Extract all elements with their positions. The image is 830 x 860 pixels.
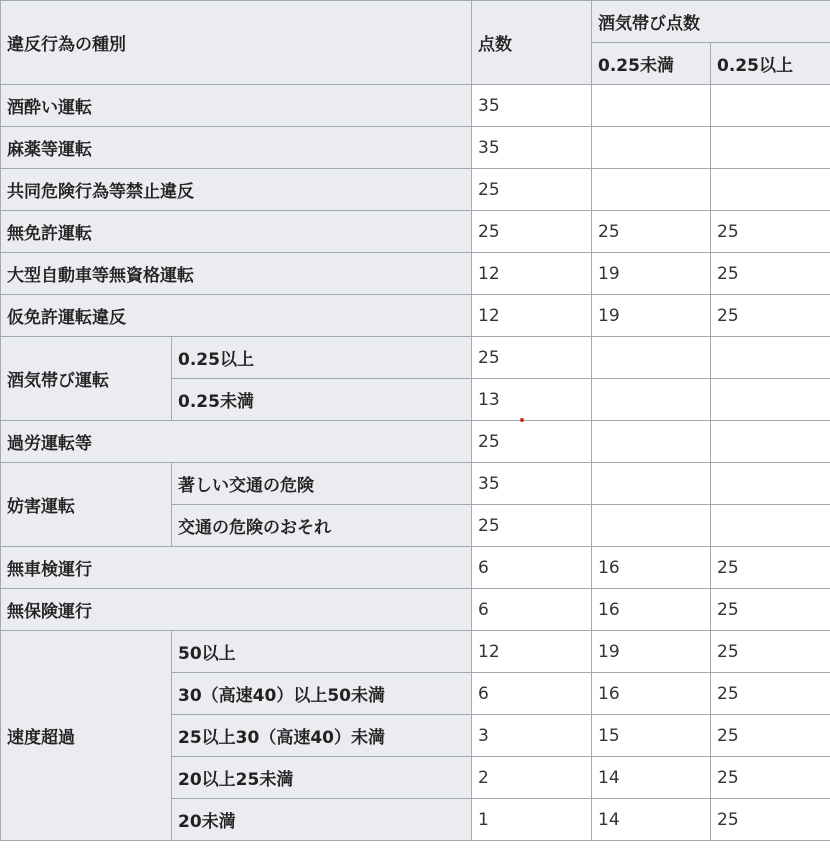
header-violation-type: 違反行為の種別 [1, 1, 472, 85]
under-cell: 16 [592, 673, 711, 715]
points-cell: 2 [472, 757, 592, 799]
table-row [1, 127, 830, 169]
table-row [1, 589, 830, 631]
under-cell [592, 505, 711, 547]
under-cell [592, 85, 711, 127]
points-cell: 12 [472, 631, 592, 673]
under-cell: 15 [592, 715, 711, 757]
under-cell [592, 169, 711, 211]
table-row [1, 421, 830, 463]
sub-label: 0.25以上 [172, 337, 472, 379]
over-cell [711, 379, 830, 421]
row-label: 共同危険行為等禁止違反 [1, 169, 472, 211]
points-cell: 6 [472, 589, 592, 631]
points-cell: 13 [472, 379, 592, 421]
sub-label: 20以上25未満 [172, 757, 472, 799]
under-cell [592, 463, 711, 505]
header-over-025: 0.25以上 [711, 43, 830, 85]
under-cell: 19 [592, 631, 711, 673]
points-cell: 25 [472, 211, 592, 253]
over-cell: 25 [711, 715, 830, 757]
points-cell: 25 [472, 421, 592, 463]
group-label: 速度超過 [1, 631, 172, 841]
row-label: 無免許運転 [1, 211, 472, 253]
table-row [1, 211, 830, 253]
points-cell: 25 [472, 337, 592, 379]
sub-label: 0.25未満 [172, 379, 472, 421]
over-cell: 25 [711, 211, 830, 253]
under-cell: 19 [592, 295, 711, 337]
row-label: 過労運転等 [1, 421, 472, 463]
group-label: 妨害運転 [1, 463, 172, 547]
points-cell: 6 [472, 673, 592, 715]
sub-label: 20未満 [172, 799, 472, 841]
over-cell [711, 463, 830, 505]
over-cell: 25 [711, 631, 830, 673]
row-label: 麻薬等運転 [1, 127, 472, 169]
sub-label: 交通の危険のおそれ [172, 505, 472, 547]
points-cell: 1 [472, 799, 592, 841]
over-cell [711, 337, 830, 379]
under-cell: 16 [592, 589, 711, 631]
over-cell: 25 [711, 757, 830, 799]
under-cell [592, 379, 711, 421]
table-row [1, 631, 830, 673]
over-cell [711, 127, 830, 169]
sub-label: 30（高速40）以上50未満 [172, 673, 472, 715]
table-row [1, 295, 830, 337]
points-cell: 3 [472, 715, 592, 757]
row-label: 無車検運行 [1, 547, 472, 589]
under-cell: 14 [592, 799, 711, 841]
over-cell: 25 [711, 589, 830, 631]
row-label: 無保険運行 [1, 589, 472, 631]
table-row [1, 85, 830, 127]
under-cell: 16 [592, 547, 711, 589]
over-cell: 25 [711, 295, 830, 337]
row-label: 大型自動車等無資格運転 [1, 253, 472, 295]
group-label: 酒気帯び運転 [1, 337, 172, 421]
sub-label: 著しい交通の危険 [172, 463, 472, 505]
table-row [1, 169, 830, 211]
header-row [1, 1, 830, 43]
over-cell [711, 169, 830, 211]
under-cell [592, 127, 711, 169]
under-cell [592, 337, 711, 379]
under-cell: 19 [592, 253, 711, 295]
over-cell: 25 [711, 547, 830, 589]
header-points: 点数 [472, 1, 592, 85]
header-alcohol-points: 酒気帯び点数 [592, 1, 830, 43]
table-row [1, 253, 830, 295]
table-row [1, 547, 830, 589]
points-cell: 25 [472, 505, 592, 547]
points-cell: 6 [472, 547, 592, 589]
points-cell: 12 [472, 295, 592, 337]
over-cell: 25 [711, 253, 830, 295]
over-cell [711, 85, 830, 127]
table-row [1, 337, 830, 379]
points-cell: 35 [472, 85, 592, 127]
over-cell [711, 505, 830, 547]
over-cell: 25 [711, 799, 830, 841]
under-cell: 14 [592, 757, 711, 799]
cursor-dot [520, 418, 524, 422]
points-cell: 35 [472, 463, 592, 505]
over-cell [711, 421, 830, 463]
under-cell [592, 421, 711, 463]
points-cell: 25 [472, 169, 592, 211]
row-label: 仮免許運転違反 [1, 295, 472, 337]
table-row [1, 463, 830, 505]
header-under-025: 0.25未満 [592, 43, 711, 85]
sub-label: 50以上 [172, 631, 472, 673]
under-cell: 25 [592, 211, 711, 253]
row-label: 酒酔い運転 [1, 85, 472, 127]
points-cell: 12 [472, 253, 592, 295]
points-cell: 35 [472, 127, 592, 169]
sub-label: 25以上30（高速40）未満 [172, 715, 472, 757]
over-cell: 25 [711, 673, 830, 715]
